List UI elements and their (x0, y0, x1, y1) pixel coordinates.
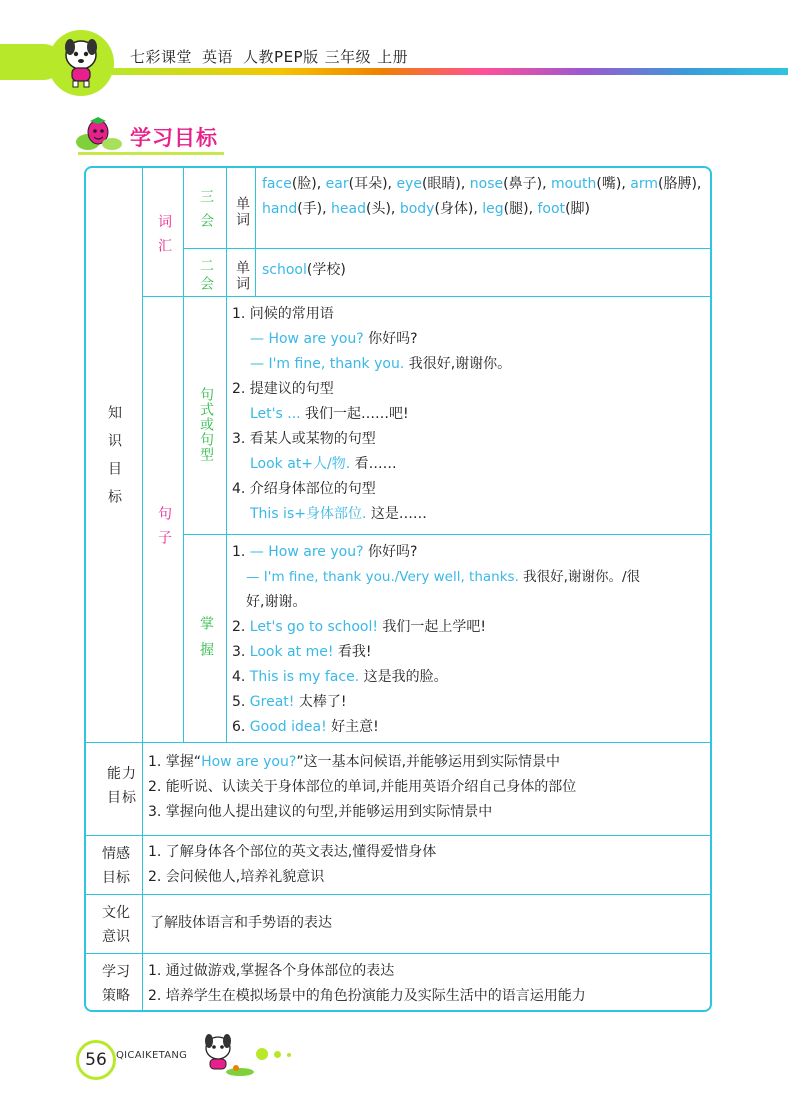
item-en: Let's go to school! (245, 619, 378, 635)
header-series: 七彩课堂 (130, 48, 193, 66)
word-zh: (脚) (565, 201, 590, 217)
word-en: nose (469, 176, 504, 192)
word-en: head (331, 201, 366, 217)
master-label: 掌握 (198, 616, 214, 668)
footer-dot (287, 1053, 291, 1057)
ability-text: 1. 掌握“ (148, 754, 202, 770)
page-number: 56 (76, 1040, 116, 1080)
item-zh: 太棒了! (294, 694, 347, 710)
word-zh: (嘴), (596, 176, 626, 192)
word-label: 单词 (234, 260, 250, 292)
culture-text: 了解肢体语言和手势语的表达 (150, 915, 332, 931)
item-number: 3. (232, 644, 246, 660)
word-zh: (腿), (503, 201, 534, 217)
example-en: Let's ... (250, 406, 301, 422)
header-subject: 英语 (202, 48, 234, 66)
pattern-title: 2. 提建议的句型 (232, 381, 334, 397)
ability-list (148, 750, 708, 825)
header-edition: 人教PEP版 (243, 48, 319, 66)
emotion-label-text: 情感目标 (102, 846, 130, 886)
ability-item: 3. 掌握向他人提出建议的句型,并能够运用到实际情景中 (148, 804, 493, 820)
ability-label (102, 762, 142, 822)
item-zh: 这是我的脸。 (359, 669, 448, 685)
master-item (232, 690, 706, 715)
header-rainbow-bar (112, 68, 788, 75)
strategy-item: 1. 通过做游戏,掌握各个身体部位的表达 (148, 963, 395, 979)
footer-dot (274, 1051, 281, 1058)
strategy-label (96, 960, 136, 1008)
master-item (232, 640, 706, 665)
word-en: eye (396, 176, 422, 192)
divider (86, 953, 710, 954)
word-zh: (眼睛), (421, 176, 466, 192)
item-en: Great! (245, 694, 295, 710)
word-zh: (身体), (434, 201, 478, 217)
pattern-example (232, 452, 702, 477)
word-en: body (399, 201, 435, 217)
example-en: — How are you? (250, 331, 364, 347)
example-zh: 看…… (350, 456, 397, 472)
vocab-label: 词汇 (156, 214, 172, 262)
ability-item: 2. 能听说、认读关于身体部位的单词,并能用英语介绍自己身体的部位 (148, 779, 577, 795)
divider (255, 168, 256, 296)
word-zh: (头), (366, 201, 396, 217)
sentence-label: 句子 (156, 506, 172, 554)
divider (86, 894, 710, 895)
ability-text: ”这一基本问候语,并能够运用到实际情景中 (296, 754, 561, 770)
divider (226, 296, 227, 742)
word-en: ear (325, 176, 349, 192)
two-words-list (262, 258, 702, 283)
item-zh: 好主意! (326, 719, 379, 735)
word-zh: (学校) (306, 262, 346, 278)
item-en: Good idea! (245, 719, 327, 735)
item-number: 1. (232, 544, 246, 560)
header-volume: 上册 (377, 48, 409, 66)
three-label: 三会 (198, 189, 214, 237)
strategy-label-text: 学习策略 (102, 964, 130, 1004)
pattern-example (232, 402, 702, 427)
master-item: 好,谢谢。 (246, 594, 307, 610)
item-number: 6. (232, 719, 246, 735)
pattern-label: 句式或句型 (198, 386, 214, 462)
word-en: mouth (550, 176, 597, 192)
word-en: arm (630, 176, 658, 192)
word-en: foot (537, 201, 566, 217)
item-zh: 看我! (333, 644, 372, 660)
three-words-list (262, 172, 710, 222)
divider (86, 835, 710, 836)
divider (226, 168, 227, 296)
divider (183, 168, 184, 742)
divider (183, 534, 710, 535)
word-zh: (手), (297, 201, 327, 217)
word-en: leg (482, 201, 504, 217)
word-zh: (脸), (291, 176, 322, 192)
divider (142, 742, 143, 1010)
footer-dot (256, 1048, 268, 1060)
pattern-title: 4. 介绍身体部位的句型 (232, 481, 376, 497)
section-title: 学习目标 (130, 126, 218, 150)
item-en: — How are you? (245, 544, 364, 560)
item-zh: 你好吗? (363, 544, 418, 560)
word-en: hand (262, 201, 298, 217)
pattern-title: 1. 问候的常用语 (232, 306, 334, 322)
header-grade: 三年级 (324, 48, 372, 66)
item-number: 4. (232, 669, 246, 685)
divider (142, 296, 710, 297)
example-zh: 这是…… (366, 506, 427, 522)
example-zh: 我很好,谢谢你。 (404, 356, 512, 372)
strategy-item: 2. 培养学生在模拟场景中的角色扮演能力及实际生活中的语言运用能力 (148, 988, 586, 1004)
strategy-list (148, 959, 708, 1009)
example-en: Look at+人/物. (250, 456, 351, 472)
emotion-list (148, 840, 708, 890)
item-en: — I'm fine, thank you./Very well, thanks. (246, 569, 519, 585)
emotion-item: 1. 了解身体各个部位的英文表达,懂得爱惜身体 (148, 844, 437, 860)
section-underline (78, 152, 224, 155)
divider (183, 248, 710, 249)
item-number: 5. (232, 694, 246, 710)
pattern-example (232, 327, 702, 352)
word-en: school (262, 262, 307, 278)
item-zh: 我很好,谢谢你。/很 (518, 569, 641, 585)
master-item (232, 565, 706, 590)
ability-item (148, 750, 708, 775)
example-en: — I'm fine, thank you. (250, 356, 405, 372)
emotion-label (96, 842, 136, 890)
word-zh: (耳朵), (348, 176, 392, 192)
header-title (130, 46, 418, 67)
word-zh: (胳膊), (657, 176, 702, 192)
culture-label (96, 901, 136, 949)
divider (86, 742, 710, 743)
item-en: This is my face. (245, 669, 360, 685)
word-zh: (鼻子), (503, 176, 547, 192)
knowledge-label: 知识目标 (106, 405, 122, 517)
pattern-example (232, 352, 702, 377)
master-item (232, 540, 706, 565)
footer-brand: QICAIKETANG (116, 1050, 188, 1061)
item-en: Look at me! (245, 644, 334, 660)
word-label: 单词 (234, 196, 250, 228)
word-en: face (262, 176, 292, 192)
master-item (232, 715, 706, 740)
emotion-item: 2. 会问候他人,培养礼貌意识 (148, 869, 325, 885)
divider (142, 168, 143, 742)
pattern-title: 3. 看某人或某物的句型 (232, 431, 376, 447)
item-zh: 我们一起上学吧! (377, 619, 487, 635)
mascot-logo-icon (48, 30, 114, 96)
two-label: 二会 (198, 258, 214, 294)
master-item (232, 665, 706, 690)
master-item (232, 615, 706, 640)
example-zh: 我们一起……吧! (300, 406, 409, 422)
item-number: 2. (232, 619, 246, 635)
example-zh: 你好吗? (363, 331, 418, 347)
culture-label-text: 文化意识 (102, 905, 130, 945)
example-en: This is+身体部位. (250, 506, 367, 522)
ability-en: How are you? (201, 754, 297, 770)
pattern-example (232, 502, 702, 527)
master-list (232, 540, 706, 740)
ability-label-text: 能力目标 (107, 766, 137, 806)
footer-mascot-icon (196, 1032, 256, 1078)
pattern-list (232, 302, 702, 527)
strawberry-mascot-icon (76, 116, 124, 152)
